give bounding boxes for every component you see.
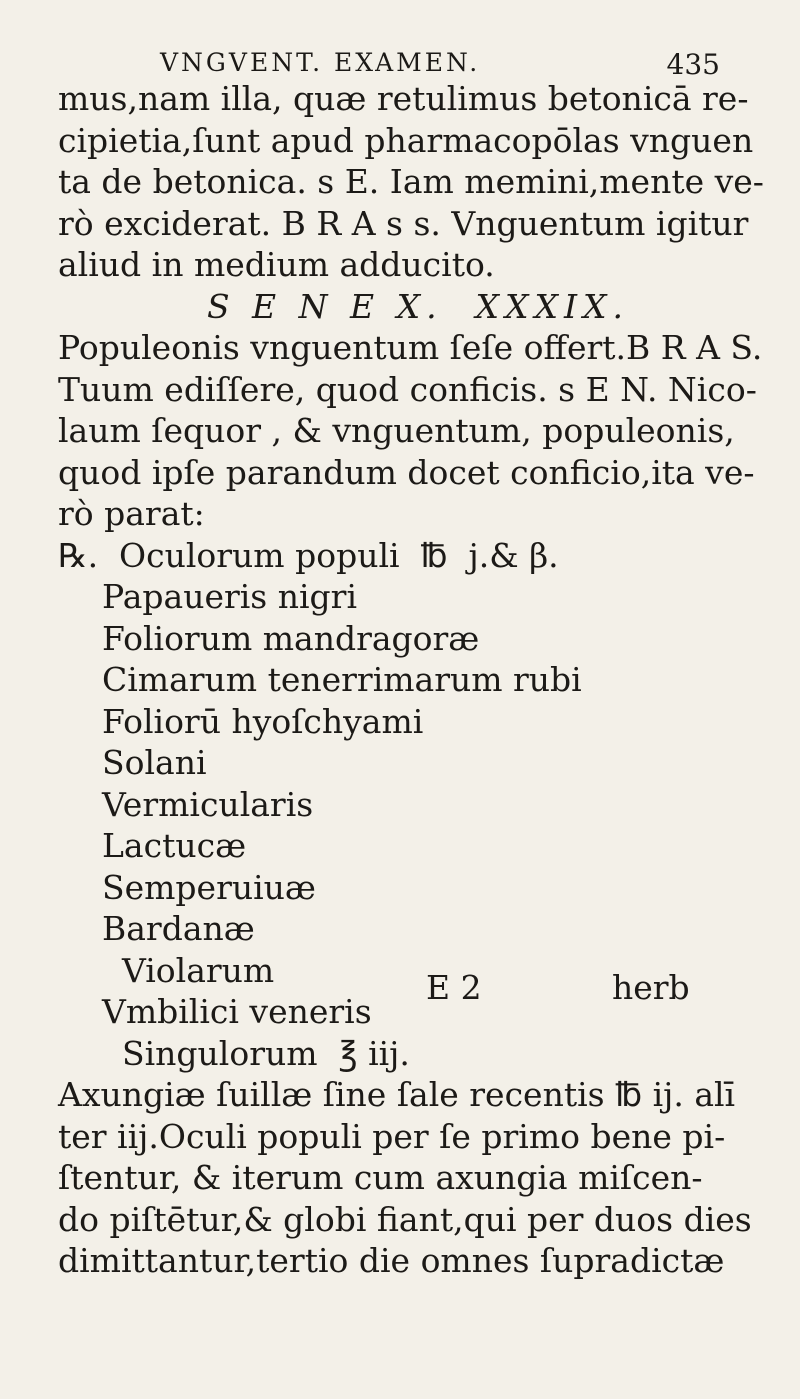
recipe-line-first: ℞. Oculorum populi ℔ j.& β. (58, 535, 559, 575)
page-number: 435 (666, 48, 720, 81)
catchword: herb (612, 968, 690, 1007)
dialogue-line: Tuum ediſſere, quod conficis. s E N. Nico- (58, 369, 757, 409)
body-line: rò exciderat. B R A s s. Vnguentum igitur (58, 203, 749, 243)
dialogue-line: quod ipſe parandum docet conficio,ita ve- (58, 452, 755, 492)
running-head: VNGVENT. EXAMEN. (160, 48, 481, 77)
recipe-item: Cimarum tenerrimarum rubi (102, 660, 582, 699)
body-text (58, 78, 778, 1282)
body-line: ta de betonica. s E. Iam memini,mente ve- (58, 162, 764, 201)
recipe-item: Semperuiuæ (102, 867, 316, 907)
dialogue-line: rò parat: (58, 494, 205, 533)
recipe-item: Foliorū hyoſchyami (102, 701, 424, 741)
body-line: mus,nam illa, quæ retulimus betonicā re- (58, 79, 749, 118)
closing-line: do piſtētur,& globi fiant,qui per duos dies (58, 1199, 752, 1239)
recipe-item: Vermicularis (102, 784, 314, 824)
recipe-item: Vmbilici veneris (102, 992, 372, 1031)
closing-line: dimittantur,tertio die omnes ſupradictæ (58, 1241, 725, 1280)
section-heading: S E N E X. XXXIX. (206, 286, 630, 326)
body-line: aliud in medium adducito. (58, 245, 495, 284)
body-line: cipietia,ſunt apud pharmacopōlas vnguen (58, 120, 754, 160)
closing-line: Axungiæ ſuillæ ſine ſale recentis ℔ ij. alī (58, 1075, 736, 1114)
recipe-item: Foliorum mandragoræ (102, 618, 480, 658)
recipe-item: Papaueris nigri (102, 577, 357, 616)
page-footer (0, 968, 800, 1008)
recipe-item: Lactucæ (102, 826, 247, 865)
signature-mark: E 2 (426, 968, 482, 1007)
closing-line: ter iij.Oculi populi per ſe primo bene pi- (58, 1116, 726, 1156)
recipe-item: Violarum (122, 950, 275, 990)
recipe-item: Solani (102, 743, 207, 782)
dialogue-line: laum ſequor , & vnguentum, populeonis, (58, 411, 735, 450)
recipe-item: Bardanæ (102, 909, 255, 948)
recipe-total: Singulorum ℥ iij. (122, 1033, 410, 1073)
closing-line: ſtentur, & iterum cum axungia miſcen- (58, 1158, 703, 1197)
dialogue-line: Populeonis vnguentum ſeſe offert.B R A S. (58, 328, 763, 367)
